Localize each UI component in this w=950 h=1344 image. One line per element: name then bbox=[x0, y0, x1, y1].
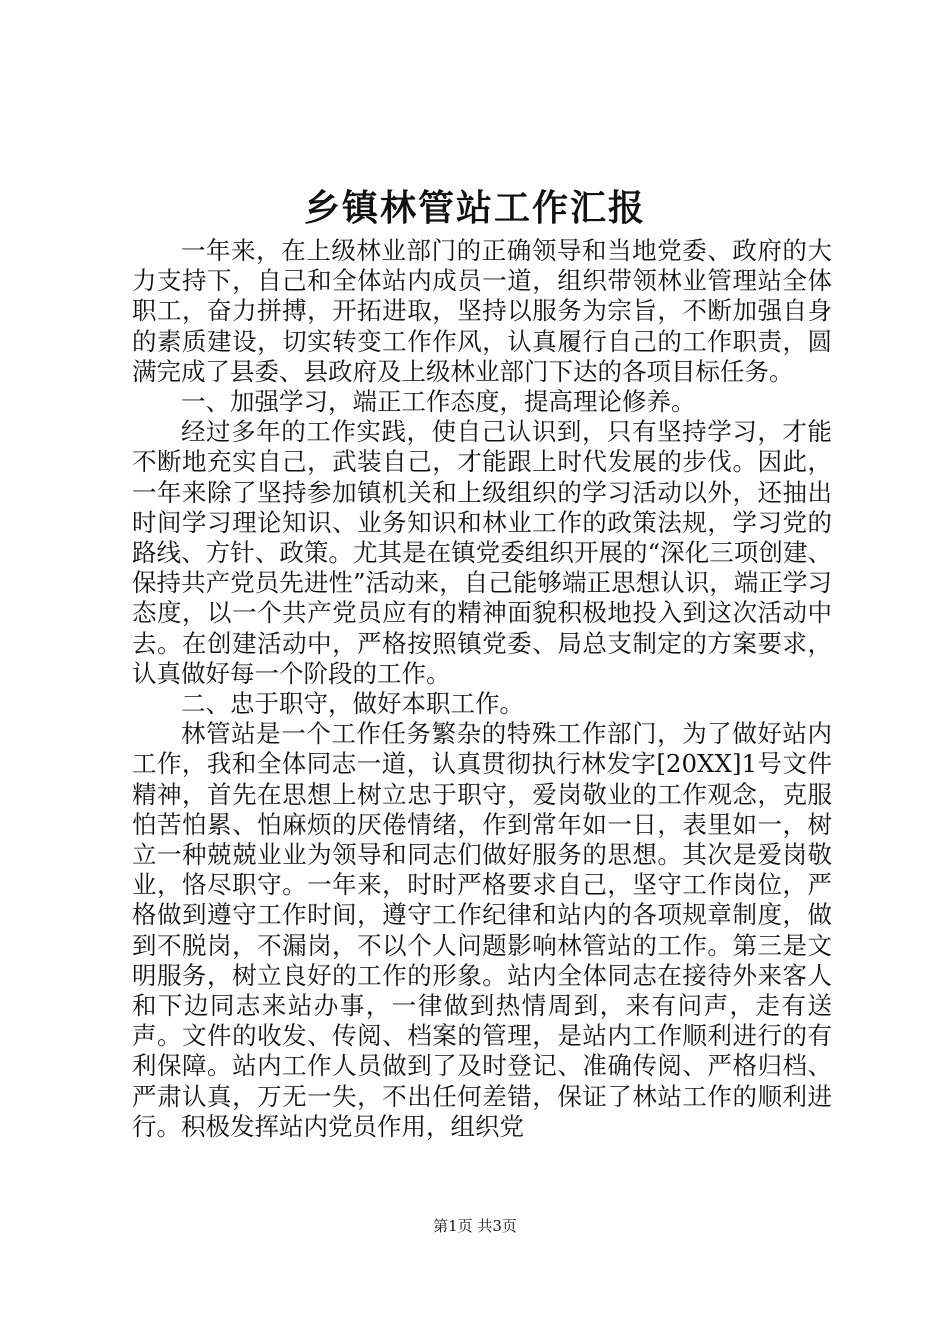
document-body bbox=[132, 236, 832, 1142]
paragraph-intro: 一年来，在上级林业部门的正确领导和当地党委、政府的大力支持下，自己和全体站内成员一道，组织带领林业管理站全体职工，奋力拼搏，开拓进取，坚持以服务为宗旨，不断加强自身的素质建设，切实转变工作作风，认真履行自己的工作职责，圆满完成了县委、县政府及上级林业部门下达的各项目标任务。 bbox=[132, 236, 832, 386]
document-title: 乡镇林管站工作汇报 bbox=[303, 187, 646, 229]
page-footer: 第1页 共3页 bbox=[433, 1217, 517, 1235]
paragraph-study: 经过多年的工作实践，使自己认识到，只有坚持学习，才能不断地充实自己，武装自己，才能跟上时代发展的步伐。因此，一年来除了坚持参加镇机关和上级组织的学习活动以外，还抽出时间学习理论知识、业务知识和林业工作的政策法规，学习党的路线、方针、政策。尤其是在镇党委组织开展的“深化三项创建、保持共产党员先进性”活动来，自己能够端正思想认识，端正学习态度，以一个共产党员应有的精神面貌积极地投入到这次活动中去。在创建活动中，严格按照镇党委、局总支制定的方案要求，认真做好每一个阶段的工作。 bbox=[132, 417, 832, 688]
paragraph-duty: 林管站是一个工作任务繁杂的特殊工作部门，为了做好站内工作，我和全体同志一道，认真贯彻执行林发字[20XX]1号文件精神，首先在思想上树立忠于职守，爱岗敬业的工作观念，克服怕苦怕累、怕麻烦的厌倦情绪，作到常年如一日，表里如一，树立一种兢兢业业为领导和同志们做好服务的思想。其次是爱岗敬业，恪尽职守。一年来，时时严格要求自己，坚守工作岗位，严格做到遵守工作时间，遵守工作纪律和站内的各项规章制度，做到不脱岗，不漏岗，不以个人问题影响林管站的工作。第三是文明服务，树立良好的工作的形象。站内全体同志在接待外来客人和下边同志来站办事，一律做到热情周到，来有问声，走有送声。文件的收发、传阅、档案的管理，是站内工作顺利进行的有利保障。站内工作人员做到了及时登记、准确传阅、严格归档、严肃认真，万无一失，不出任何差错，保证了林站工作的顺利进行。积极发挥站内党员作用，组织党 bbox=[132, 719, 832, 1141]
section-heading-2: 二、忠于职守，做好本职工作。 bbox=[181, 689, 524, 719]
section-heading-1: 一、加强学习，端正工作态度，提高理论修养。 bbox=[181, 387, 696, 417]
